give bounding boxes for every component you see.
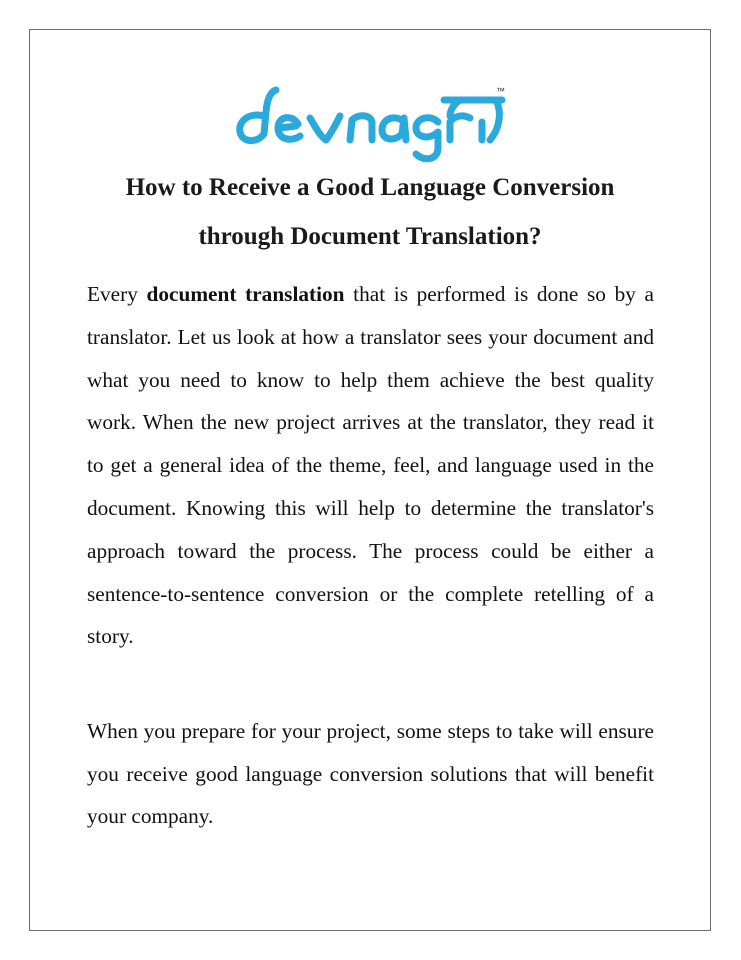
paragraph-1-rest: that is performed is done so by a translator. Let us look at how a translator sees your document and what you need to know to help them achieve the best quality work. When the new project arrives at the translator, they read it to get a general idea of the theme, feel, and language used in the document. Knowing this will help to determine the translator's approach toward the process. The process could be either a sentence-to-sentence conversion or the complete retelling of a story.	[87, 282, 654, 649]
body-paragraph-1	[87, 273, 654, 658]
document-title-line-2: through Document Translation?	[198, 223, 542, 250]
paragraph-1-lead: Every	[87, 282, 147, 306]
devnagri-logo	[234, 82, 509, 168]
devnagri-logo-graphic	[234, 82, 509, 168]
paragraph-1-bold-term: document translation	[146, 282, 345, 306]
body-paragraph-2: When you prepare for your project, some steps to take will ensure you receive good language conversion solutions that will benefit your company.	[87, 719, 654, 828]
trademark-symbol: ™	[496, 86, 505, 96]
document-title-line-1: How to Receive a Good Language Conversion	[125, 174, 615, 201]
